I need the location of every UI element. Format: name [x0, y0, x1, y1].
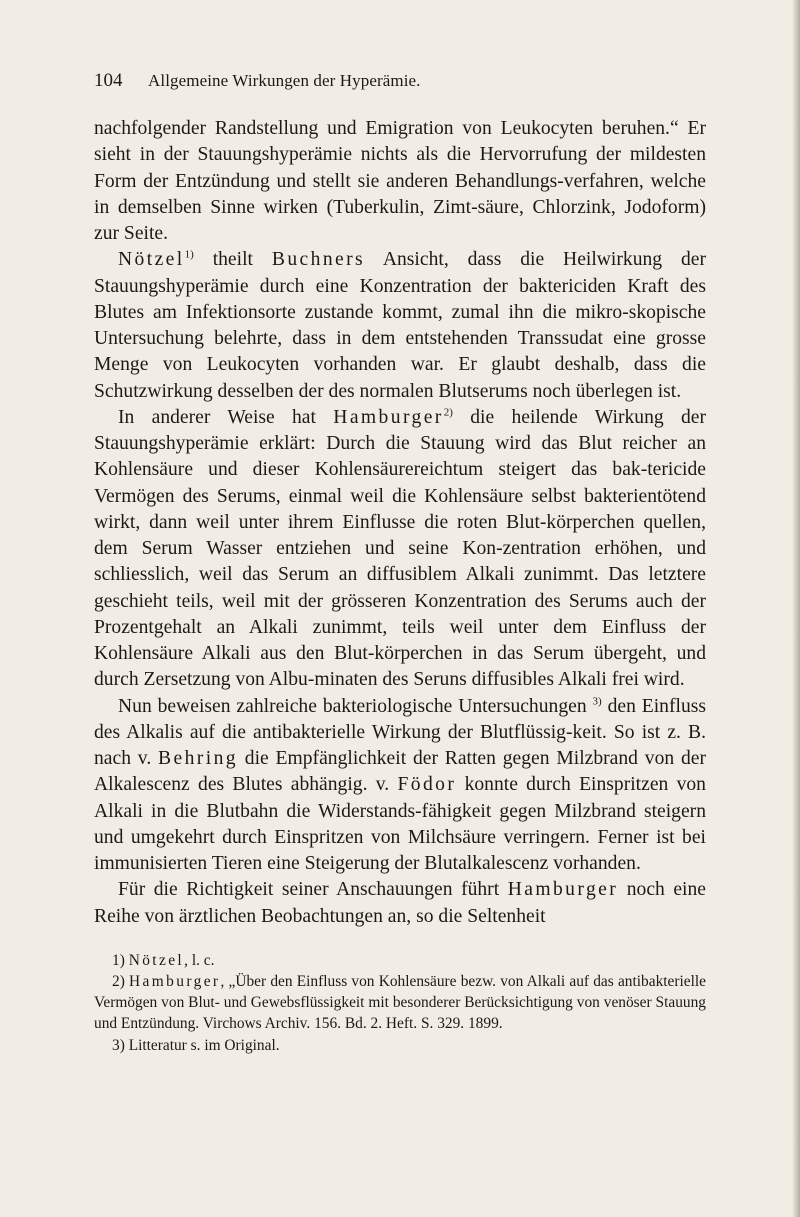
footnotes — [94, 950, 706, 1056]
author-name: Hamburger — [333, 406, 444, 428]
author-name: Hamburger — [507, 879, 619, 901]
paragraph-5-text: noch eine Reihe von ärztlichen Beobachtungen an, so die Seltenheit — [94, 879, 706, 927]
running-head — [94, 70, 706, 104]
footnote-ref: 2) — [443, 406, 453, 419]
paragraph-5 — [94, 877, 706, 930]
paragraph-4-text: die Empfänglichkeit der Ratten gegen Milzbrand von der Alkalescenz des Blutes abhängig. v. — [94, 748, 706, 796]
footnote-author: Nötzel — [128, 951, 185, 969]
footnote-number: 1) — [112, 951, 125, 969]
paragraph-4-text: Nun beweisen zahlreiche bakteriologische Untersuchungen — [118, 695, 593, 717]
paragraph-2-text: theilt — [193, 249, 272, 271]
paragraph-1 — [94, 116, 706, 247]
paragraph-5-text: Für die Richtigkeit seiner Anschauungen führt — [118, 879, 508, 901]
author-name: Födor — [397, 774, 457, 796]
footnote-number: 3) — [112, 1036, 125, 1054]
footnote-1 — [94, 950, 706, 971]
page-number: 104 — [94, 70, 123, 91]
paragraph-4-text: konnte durch Einspritzen von Alkali in die Blutbahn die Widerstands-fähigkeit gegen Milzbrand steigern und umgekehrt durch Einspritzen von Milchsäure verringern. Ferner ist bei immunisierten Tieren eine Steigerung der Blutalkalescenz vorhanden. — [94, 774, 706, 874]
footnote-ref: 1) — [184, 248, 194, 261]
paragraph-1-text: nachfolgender Randstellung und Emigration von Leukocyten beruhen.“ Er sieht in der Stauungshyperämie nichts als die Hervorrufung der mildesten Form der Entzündung und stellt sie anderen Behandlungs-verfahren, welche in demselben Sinne wirken (Tuberkulin, Zimt-säure, Chlorzink, Jodoform) zur Seite. — [94, 118, 706, 244]
footnote-3 — [94, 1035, 706, 1056]
footnote-number: 2) — [112, 972, 125, 990]
paragraph-3-text: die heilende Wirkung der Stauungshyperämie erklärt: Durch die Stauung wird das Blut reicher an Kohlensäure und dieser Kohlensäurereichtum steigert das bak-tericide Vermögen des Serums, einmal weil die Kohlensäure selbst bakterientötend wirkt, dann weil unter ihrem Einflusse die roten Blut-körperchen quellen, dem Serum Wasser entziehen und seine Kon-zentration erhöhen, und schliesslich, weil das Serum an diffusiblem Alkali zunimmt. Das letztere geschieht teils, weil mit der grösseren Konzentration des Serums auch der Prozentgehalt an Alkali zunimmt, teils weil unter dem Einfluss der Kohlensäure Alkali aus den Blut-körperchen in das Serum übergeht, und durch Zersetzung von Albu-minaten des Seruns diffusibles Alkali frei wird. — [94, 406, 706, 691]
book-page — [94, 70, 706, 1056]
paragraph-2-text: Ansicht, dass die Heilwirkung der Stauungshyperämie durch eine Konzentration der baktericiden Kraft des Blutes am Infektionsorte zustande kommt, zumal ihn die mikro-skopische Untersuchung belehrte, dass in dem entstehenden Transsudat eine grosse Menge von Leukocyten vorhanden war. Er glaubt deshalb, dass die Schutzwirkung desselben der des normalen Blutserums noch überlegen ist. — [94, 249, 706, 402]
page-edge-shadow — [792, 0, 800, 1217]
paragraph-4 — [94, 694, 706, 878]
footnote-text: Litteratur s. im Original. — [128, 1036, 280, 1054]
footnote-text: , „Über den Einfluss von Kohlensäure bezw. von Alkali auf das antibakterielle Vermögen von Blut- und Gewebsflüssigkeit mit besonderer Berücksichtigung von venöser Stauung und Entzündung. Virchows Archiv. 156. Bd. 2. Heft. S. 329. 1899. — [94, 972, 706, 1033]
running-title: Allgemeine Wirkungen der Hyperämie. — [148, 71, 421, 90]
author-name: Buchners — [271, 249, 366, 271]
footnote-text: , l. c. — [184, 951, 215, 969]
body-text — [94, 116, 706, 930]
footnote-2 — [94, 971, 706, 1035]
author-name: Behring — [158, 748, 238, 769]
author-name: Nötzel — [118, 249, 185, 271]
footnote-ref: 3) — [592, 694, 602, 707]
paragraph-4-text: den Einfluss des Alkalis auf die antibakterielle Wirkung der Blutflüssig-keit. So ist z. B. nach v. — [94, 695, 706, 769]
paragraph-2 — [94, 247, 706, 405]
paragraph-3-text: In anderer Weise hat — [118, 406, 334, 428]
footnote-author: Hamburger — [129, 972, 221, 990]
paragraph-3 — [94, 405, 706, 694]
